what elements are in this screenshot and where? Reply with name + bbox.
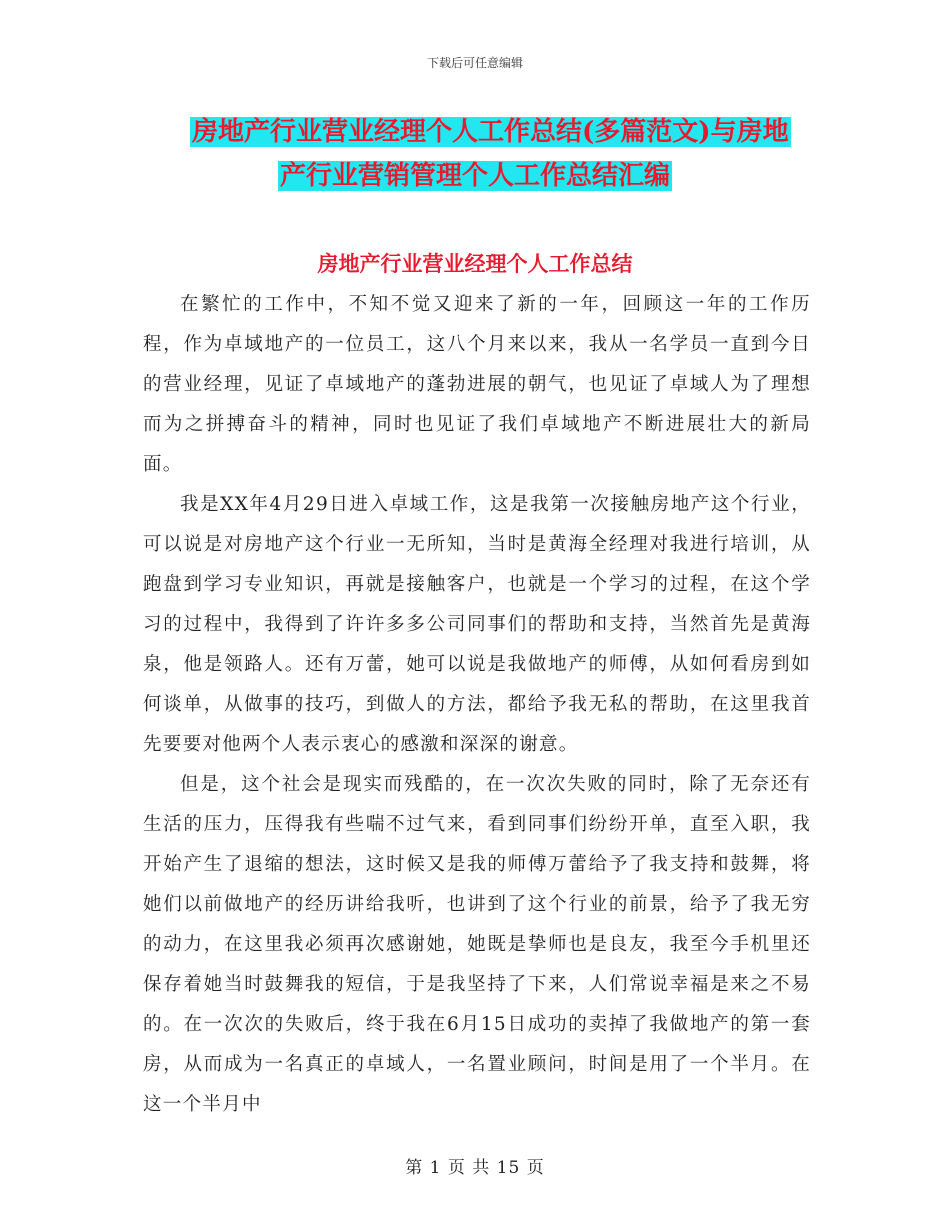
document-title [190,110,820,198]
page-number: 第 1 页 共 15 页 [405,1158,545,1178]
title-line-2-text: 产行业营销管理个人工作总结汇编 [280,161,671,191]
header-note: 下载后可任意编辑 [426,56,523,70]
title-line-2 [190,154,820,198]
section-title: 房地产行业营业经理个人工作总结 [317,251,633,276]
title-line-1 [190,110,820,154]
paragraph: 我是XX年4月29日进入卓域工作，这是我第一次接触房地产这个行业，可以说是对房地产这个行业一无所知，当时是黄海全经理对我进行培训，从跑盘到学习专业知识，再就是接触客户，也就是一个学习的过程，在这个学习的过程中，我得到了许许多多公司同事们的帮助和支持，当然首先是黄海泉，他是领路人。还有万蕾，她可以说是我做地产的师傅，从如何看房到如何谈单，从做事的技巧，到做人的方法，都给予我无私的帮助，在这里我首先要要对他两个人表示衷心的感激和深深的谢意。 [143,494,811,755]
paragraph: 在繁忙的工作中，不知不觉又迎来了新的一年，回顾这一年的工作历程，作为卓域地产的一位员工，这八个月来以来，我从一名学员一直到今日的营业经理，见证了卓域地产的蓬勃进展的朝气，也见证了卓域人为了理想而为之拼搏奋斗的精神，同时也见证了我们卓域地产不断进展壮大的新局面。 [143,294,811,475]
document-body [143,285,811,1125]
paragraph: 但是，这个社会是现实而残酷的，在一次次失败的同时，除了无奈还有生活的压力，压得我有些喘不过气来，看到同事们纷纷开单，直至入职，我开始产生了退缩的想法，这时候又是我的师傅万蕾给予了我支持和鼓舞，将她们以前做地产的经历讲给我听，也讲到了这个行业的前景，给予了我无穷的动力，在这里我必须再次感谢她，她既是挚师也是良友，我至今手机里还保存着她当时鼓舞我的短信，于是我坚持了下来，人们常说幸福是来之不易的。在一次次的失败后，终于我在6月15日成功的卖掉了我做地产的第一套房，从而成为一名真正的卓域人，一名置业顾问，时间是用了一个半月。在这一个半月中 [143,774,811,1115]
title-line-1-text: 房地产行业营业经理个人工作总结(多篇范文)与房地 [192,117,789,147]
